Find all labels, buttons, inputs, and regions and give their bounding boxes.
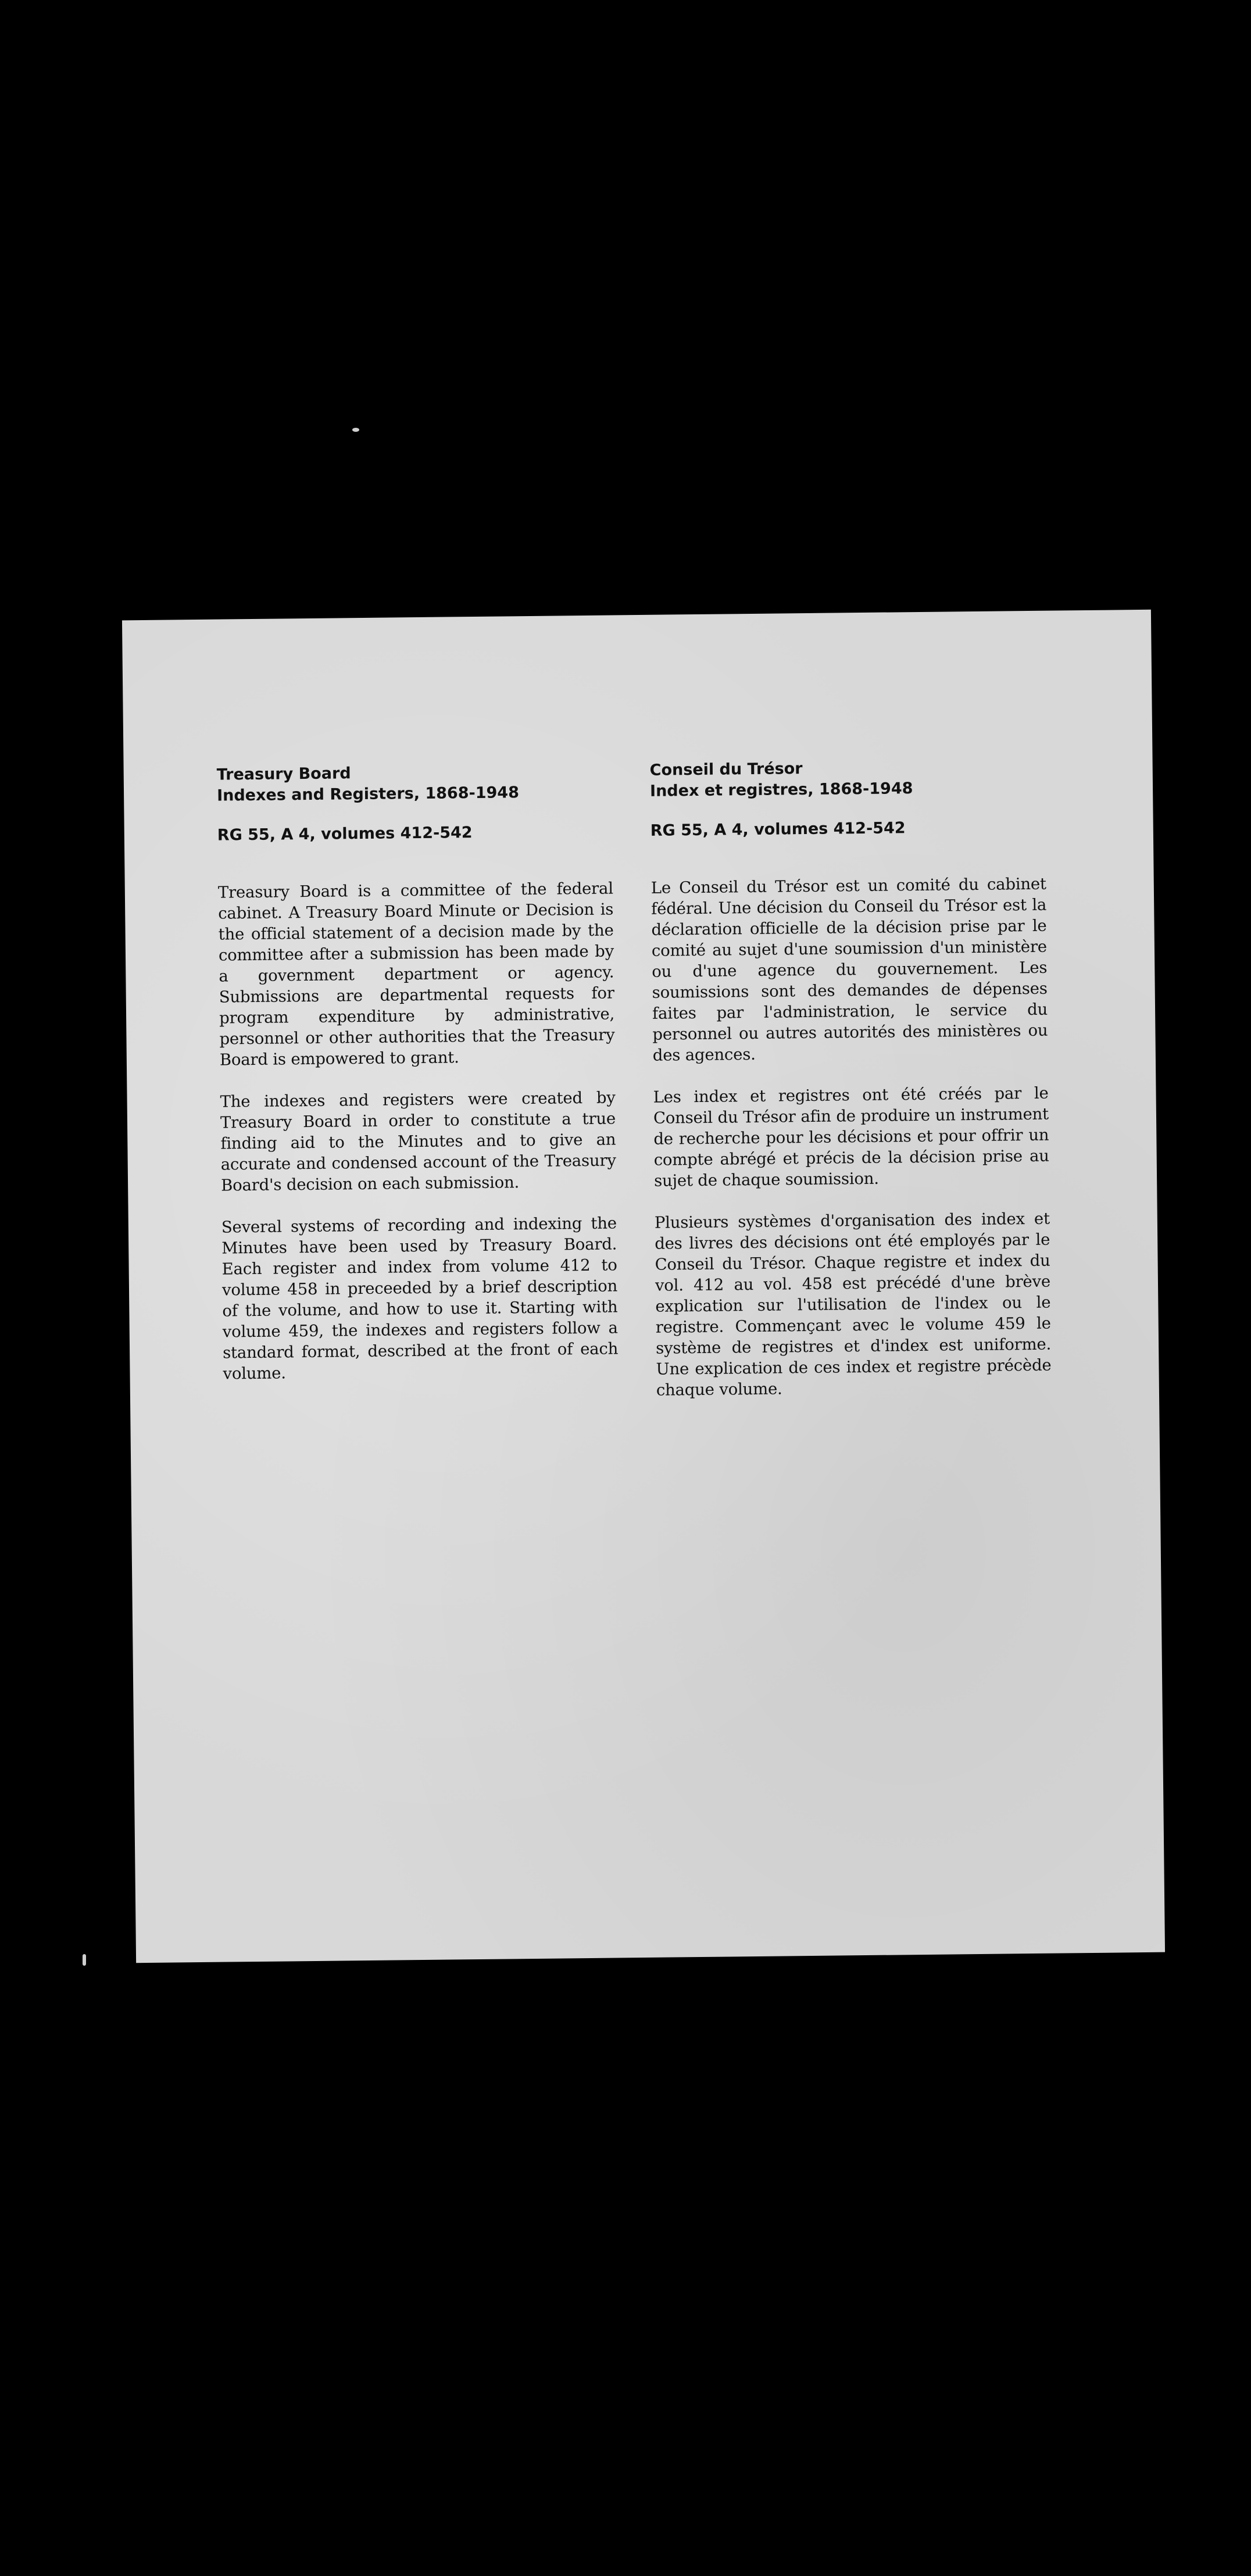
english-paragraph: Several systems of recording and indexing the Minutes have been used by Treasury Board. Each register and index from volume 412 to volume 458 in preceeded by a brief description of the volume, and how to use it. Starting with volume 459, the indexes and registers follow a standard format, described at the front of each volume. bbox=[221, 1214, 619, 1383]
english-subtitle: Indexes and Registers, 1868-1948 bbox=[216, 783, 520, 805]
english-column bbox=[217, 761, 619, 1405]
english-title: Treasury Board bbox=[216, 764, 351, 784]
document-page bbox=[122, 610, 1165, 1963]
french-reference: RG 55, A 4, volumes 412-542 bbox=[650, 819, 906, 840]
french-subtitle: Index et registres, 1868-1948 bbox=[649, 779, 913, 800]
french-paragraph: Plusieurs systèmes d'organisation des index et des livres des décisions ont été employés par le Conseil du Trésor. Chaque registre et index du vol. 412 au vol. 458 est précédé d'une brève explication sur l'utilisation de l'index ou le registre. Commençant avec le volume 459 le système de registres et d'index est uniforme. Une explication de ces index et registre précède chaque volume. bbox=[654, 1209, 1052, 1400]
english-paragraph: Treasury Board is a committee of the federal cabinet. A Treasury Board Minute or Decision is the official statement of a decision made by the committee after a submission has been made by a government department or agency. Submissions are departmental requests for program expenditure by administrative, personnel or other authorities that the Treasury Board is empowered to grant. bbox=[217, 879, 615, 1069]
film-speck bbox=[352, 428, 359, 432]
french-title: Conseil du Trésor bbox=[649, 760, 803, 779]
english-paragraph: The indexes and registers were created by Treasury Board in order to constitute a true finding aid to the Minutes and to give an accurate and condensed account of the Treasury Board's decision on each submission. bbox=[220, 1088, 616, 1195]
french-paragraph: Les index et registres ont été créés par le Conseil du Trésor afin de produire un instrument de recherche pour les décisions et pour offrir un compte abrégé et précis de la décision prise au sujet de chaque soumission. bbox=[653, 1083, 1049, 1190]
french-paragraph: Le Conseil du Trésor est un comité du cabinet fédéral. Une décision du Conseil du Trésor est la déclaration officielle de la décision prise par le comité au sujet d'une soumission d'un ministère ou d'une agence du gouvernement. Les soumissions sont des demandes de dépenses faites par l'administration, le service du personnel ou autres autorités des ministères ou des agences. bbox=[650, 874, 1048, 1065]
english-reference: RG 55, A 4, volumes 412-542 bbox=[217, 824, 473, 845]
french-column bbox=[650, 756, 1052, 1422]
film-speck bbox=[83, 1954, 86, 1966]
